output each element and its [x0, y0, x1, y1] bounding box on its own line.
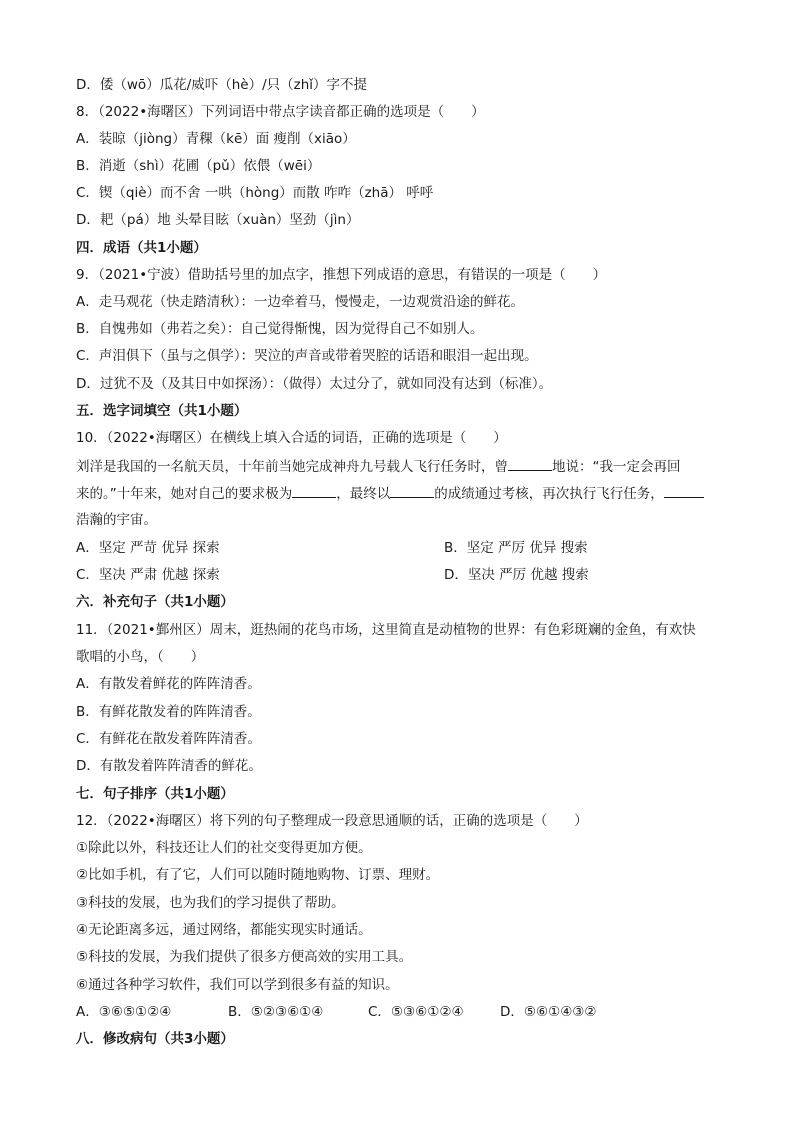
section5-heading: 五．选字词填空（共1小题）: [76, 403, 248, 419]
q9-option-c: C．声泪俱下（虽与之俱学）：哭泣的声音或带着哭腔的话语和眼泪一起出现。: [76, 348, 538, 364]
q12-option-d: D．⑤⑥①④③②: [500, 1004, 597, 1020]
q9-option-a: A．走马观花（快走踏清秋）：一边牵着马，慢慢走，一边观赏沿途的鲜花。: [76, 294, 524, 310]
q10-passage-line3: 浩瀚的宇宙。: [76, 512, 157, 528]
section8-heading: 八．修改病句（共3小题）: [76, 1031, 234, 1047]
q12-sentence-2: ②比如手机，有了它，人们可以随时随地购物、订票、理财。: [76, 867, 440, 883]
q10-option-d: D．坚决 严厉 优越 搜索: [444, 567, 589, 583]
q11-stem-line2: 歌唱的小鸟，（ ）: [76, 649, 205, 665]
q7-option-d: D．倭（wō）瓜花/威吓（hè）/只（zhǐ）字不提: [76, 77, 368, 93]
q9-option-d: D．过犹不及（及其日中如探汤）：（做得）太过分了，就如同没有达到（标准）。: [76, 376, 553, 392]
fill-blank: [292, 483, 336, 498]
q10-stem: 10．（2022•海曙区）在横线上填入合适的词语，正确的选项是（ ）: [76, 430, 507, 446]
q12-sentence-4: ④无论距离多远，通过网络，都能实现实时通话。: [76, 922, 372, 938]
q12-option-c: C．⑤③⑥①②④: [368, 1004, 464, 1020]
section6-heading: 六．补充句子（共1小题）: [76, 594, 234, 610]
q12-option-a: A．③⑥⑤①②④: [76, 1004, 172, 1020]
q10-options-row1: [76, 538, 588, 558]
q10-options-row2: [76, 565, 589, 585]
q8-option-c: C．锲（qiè）而不舍 一哄（hòng）而散 咋咋（zhā） 呼呼: [76, 185, 434, 201]
q10-passage-line1: [76, 456, 681, 477]
q11-option-b: B．有鲜花散发着的阵阵清香。: [76, 704, 261, 720]
passage-text: 地说：“我一定会再回: [552, 459, 681, 475]
q9-stem: 9．（2021•宁波）借助括号里的加点字，推想下列成语的意思，有错误的一项是（ ）: [76, 267, 607, 283]
q10-option-b: B．坚定 严厉 优异 搜索: [444, 540, 588, 556]
q8-option-b: B．消逝（shì）花圃（pǔ）依偎（wēi）: [76, 158, 321, 174]
q10-passage-line2: [76, 483, 704, 504]
q10-option-c: C．坚决 严肃 优越 探索: [76, 567, 220, 583]
fill-blank: [390, 483, 434, 498]
passage-text: 来的。”十年来，她对自己的要求极为: [76, 486, 293, 502]
q9-option-b: B．自愧弗如（弗若之矣）：自己觉得惭愧，因为觉得自己不如别人。: [76, 321, 484, 337]
q12-sentence-3: ③科技的发展，也为我们的学习提供了帮助。: [76, 895, 345, 911]
q11-stem-line1: 11．（2021•鄞州区）周末，逛热闹的花鸟市场，这里简直是动植物的世界：有色彩斑斓的金鱼，有欢快: [76, 622, 696, 638]
q11-option-c: C．有鲜花在散发着阵阵清香。: [76, 731, 261, 747]
q8-stem: 8．（2022•海曙区）下列词语中带点字读音都正确的选项是（ ）: [76, 104, 485, 120]
section7-heading: 七．句子排序（共1小题）: [76, 786, 234, 802]
q11-option-d: D．有散发着阵阵清香的鲜花。: [76, 758, 262, 774]
q12-stem: 12．（2022•海曙区）将下列的句子整理成一段意思通顺的话，正确的选项是（ ）: [76, 813, 588, 829]
q8-option-d: D．耙（pá）地 头晕目眩（xuàn）坚劲（jìn）: [76, 212, 360, 228]
section4-heading: 四．成语（共1小题）: [76, 240, 207, 256]
q12-sentence-6: ⑥通过各种学习软件，我们可以学到很多有益的知识。: [76, 977, 399, 993]
q10-option-a: A．坚定 严苛 优异 探索: [76, 540, 220, 556]
q8-option-a: A．装晾（jiòng）青稞（kē）面 瘦削（xiāo）: [76, 131, 356, 147]
passage-text: 刘洋是我国的一名航天员，十年前当她完成神舟九号载人飞行任务时，曾: [76, 459, 508, 475]
q12-option-b: B．⑤②③⑥①④: [228, 1004, 324, 1020]
q11-option-a: A．有散发着鲜花的阵阵清香。: [76, 676, 261, 692]
q12-sentence-1: ①除此以外，科技还让人们的社交变得更加方便。: [76, 840, 372, 856]
passage-text: ，最终以: [336, 486, 391, 502]
q12-sentence-5: ⑤科技的发展，为我们提供了很多方便高效的实用工具。: [76, 949, 413, 965]
passage-text: 的成绩通过考核，再次执行飞行任务，: [434, 486, 664, 502]
fill-blank: [664, 483, 704, 498]
fill-blank: [508, 456, 552, 471]
